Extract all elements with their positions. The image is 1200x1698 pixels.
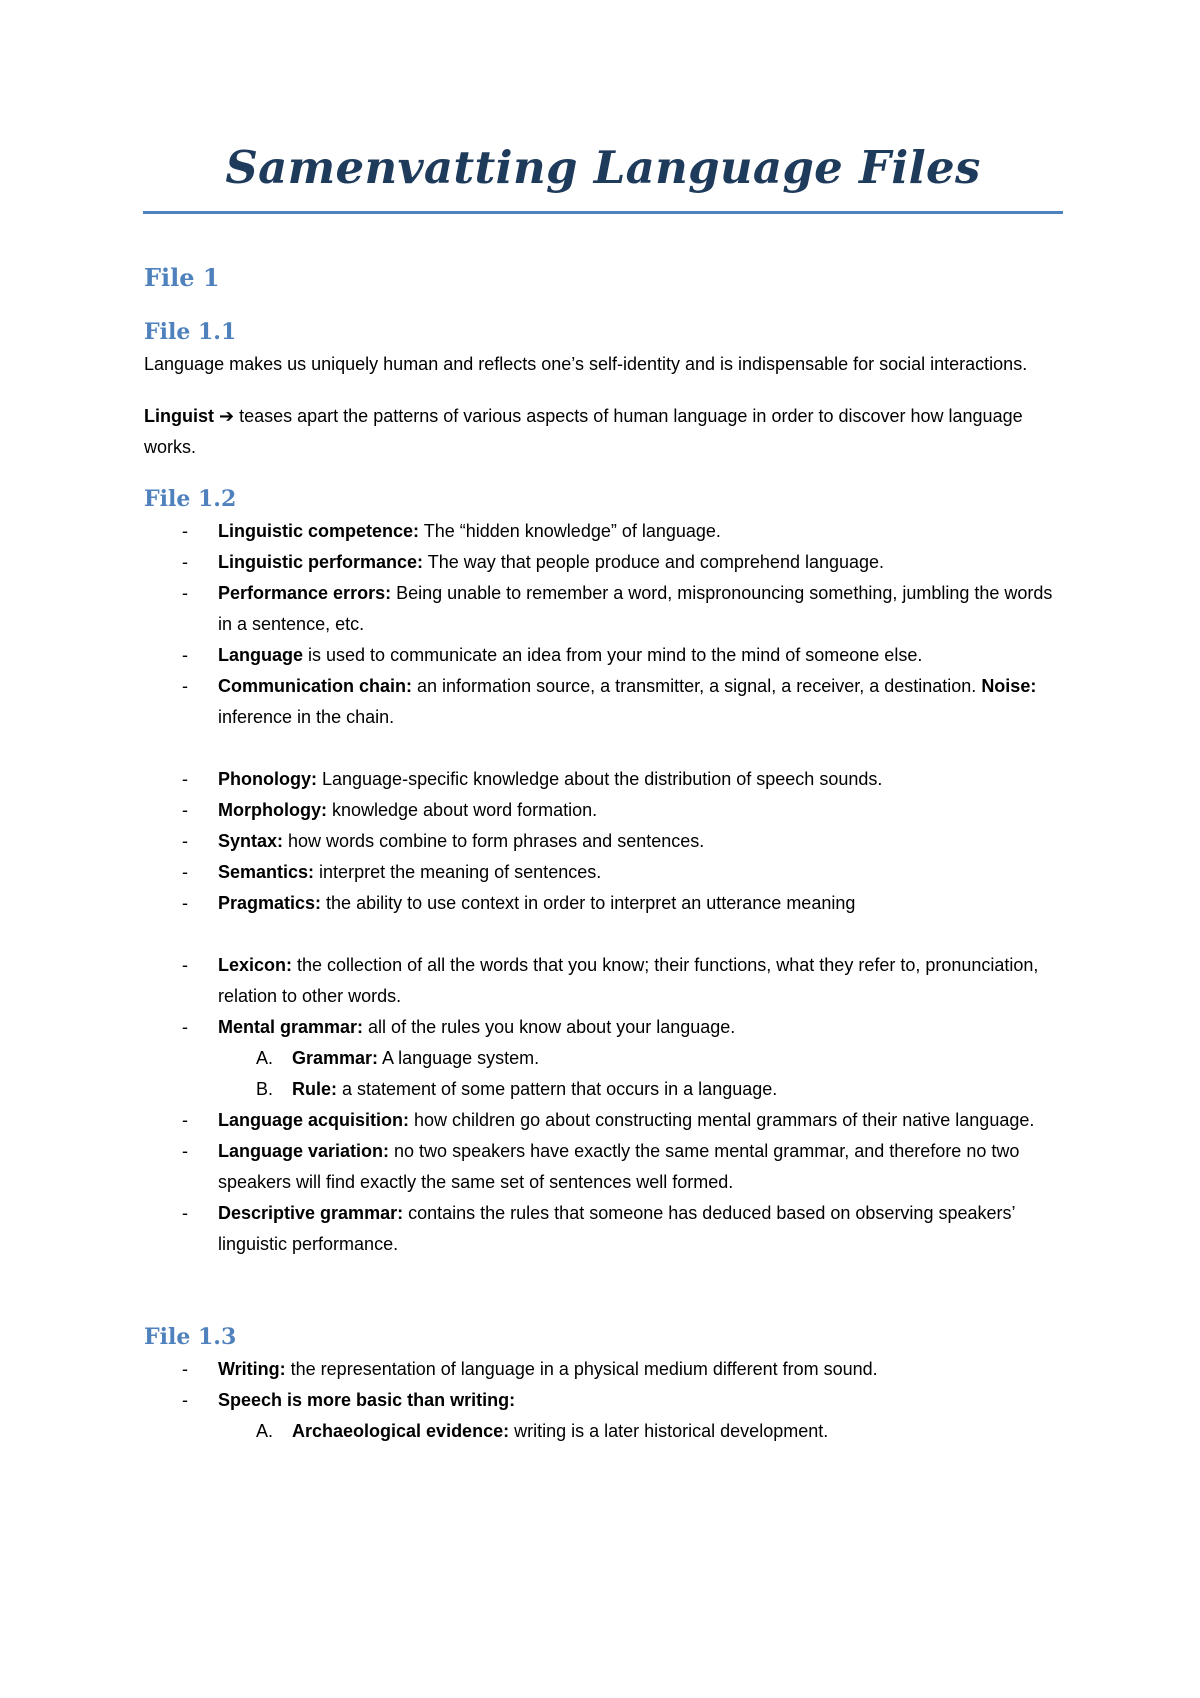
list-item-text: The way that people produce and comprehend language. xyxy=(423,552,885,572)
list-item-term: Mental grammar: xyxy=(218,1017,364,1037)
document-body xyxy=(144,262,1064,1447)
list-item-term: Morphology: xyxy=(218,800,327,820)
list-item-term: Language xyxy=(218,645,304,665)
sublist-text: writing is a later historical development. xyxy=(509,1421,829,1441)
list-item-text: Language-specific knowledge about the distribution of speech sounds. xyxy=(316,769,883,789)
file-1-2-list-group-3 xyxy=(144,950,1064,1260)
list-item-text: interpret the meaning of sentences. xyxy=(314,862,602,882)
list-item-text: Being unable to remember a word, mispronouncing something, jumbling the words in a sentence, etc. xyxy=(218,583,1053,634)
list-item-text: The “hidden knowledge” of language. xyxy=(419,521,721,541)
list-item-text: no two speakers have exactly the same mental grammar, and therefore no two speakers will find exactly the same set of sentences well formed. xyxy=(218,1141,1020,1192)
list-item-term: Linguistic performance: xyxy=(218,552,424,572)
speech-basic-sublist xyxy=(218,1416,1064,1447)
list-item-term: Lexicon: xyxy=(218,955,293,975)
title-underline xyxy=(143,211,1063,214)
list-item-term: Language variation: xyxy=(218,1141,390,1161)
list-item-text: the collection of all the words that you know; their functions, what they refer to, pronunciation, relation to other words. xyxy=(218,955,1039,1006)
list-item-term: Phonology: xyxy=(218,769,317,789)
list-item-term: Communication chain: xyxy=(218,676,413,696)
list-item-text: contains the rules that someone has deduced based on observing speakers’ linguistic performance. xyxy=(218,1203,1015,1254)
sublist-marker: A. xyxy=(256,1048,274,1068)
term-linguist: Linguist xyxy=(144,406,214,426)
linguist-definition: teases apart the patterns of various aspects of human language in order to discover how language works. xyxy=(144,406,1023,457)
list-item-term: Pragmatics: xyxy=(218,893,322,913)
list-item xyxy=(144,950,1064,1012)
list-item xyxy=(144,578,1064,640)
list-item-text: the representation of language in a physical medium different from sound. xyxy=(285,1359,878,1379)
sublist-item xyxy=(218,1416,1064,1447)
list-item xyxy=(144,516,1064,547)
list-item xyxy=(144,1354,1064,1385)
heading-file-1-1: File 1.1 xyxy=(144,319,237,345)
paragraph-language-intro: Language makes us uniquely human and reflects one’s self-identity and is indispensable for social interactions. xyxy=(144,354,1028,374)
spacer xyxy=(144,919,1064,950)
sublist-text: A language system. xyxy=(378,1048,540,1068)
list-item-text: all of the rules you know about your language. xyxy=(363,1017,736,1037)
sublist-marker: B. xyxy=(256,1079,274,1099)
list-item-term-noise: Noise: xyxy=(981,676,1037,696)
sublist-term: Archaeological evidence: xyxy=(292,1421,510,1441)
list-item-term: Language acquisition: xyxy=(218,1110,410,1130)
list-item xyxy=(144,671,1064,733)
file-1-2-list-group-2 xyxy=(144,764,1064,919)
arrow-right-icon: ➔ xyxy=(219,406,235,426)
list-item-text: how words combine to form phrases and sentences. xyxy=(283,831,705,851)
paragraph-linguist xyxy=(144,401,1064,463)
list-item-text: an information source, a transmitter, a signal, a receiver, a destination. xyxy=(412,676,982,696)
mental-grammar-sublist xyxy=(218,1043,1064,1105)
sublist-item xyxy=(218,1074,1064,1105)
list-item xyxy=(144,826,1064,857)
spacer xyxy=(144,733,1064,764)
list-item xyxy=(144,547,1064,578)
list-item-term: Writing: xyxy=(218,1359,286,1379)
list-item xyxy=(144,1198,1064,1260)
list-item-term: Speech is more basic than writing: xyxy=(218,1390,516,1410)
list-item xyxy=(144,1105,1064,1136)
sublist-term: Grammar: xyxy=(292,1048,379,1068)
list-item-term: Descriptive grammar: xyxy=(218,1203,404,1223)
heading-file-1: File 1 xyxy=(144,263,220,292)
sublist-text: a statement of some pattern that occurs in a language. xyxy=(337,1079,778,1099)
list-item xyxy=(144,1136,1064,1198)
list-item-term: Syntax: xyxy=(218,831,284,851)
list-item-text: the ability to use context in order to interpret an utterance meaning xyxy=(321,893,856,913)
heading-file-1-2: File 1.2 xyxy=(144,486,237,512)
list-item-term: Semantics: xyxy=(218,862,315,882)
file-1-3-list xyxy=(144,1354,1064,1447)
list-item xyxy=(144,857,1064,888)
file-1-2-list-group-1 xyxy=(144,516,1064,733)
list-item xyxy=(144,764,1064,795)
list-item-term: Performance errors: xyxy=(218,583,392,603)
list-item-term: Linguistic competence: xyxy=(218,521,420,541)
heading-file-1-3: File 1.3 xyxy=(144,1324,237,1350)
list-item-text: how children go about constructing mental grammars of their native language. xyxy=(409,1110,1035,1130)
sublist-item xyxy=(218,1043,1064,1074)
list-item xyxy=(144,1385,1064,1447)
page-title: Samenvatting Language Files xyxy=(225,141,981,194)
sublist-term: Rule: xyxy=(292,1079,337,1099)
list-item xyxy=(144,640,1064,671)
list-item-text-noise: inference in the chain. xyxy=(218,707,395,727)
list-item xyxy=(144,888,1064,919)
list-item-text: knowledge about word formation. xyxy=(326,800,598,820)
sublist-marker: A. xyxy=(256,1421,274,1441)
list-item-text: is used to communicate an idea from your mind to the mind of someone else. xyxy=(303,645,923,665)
list-item xyxy=(144,795,1064,826)
list-item xyxy=(144,1012,1064,1105)
spacer xyxy=(144,1260,1064,1322)
